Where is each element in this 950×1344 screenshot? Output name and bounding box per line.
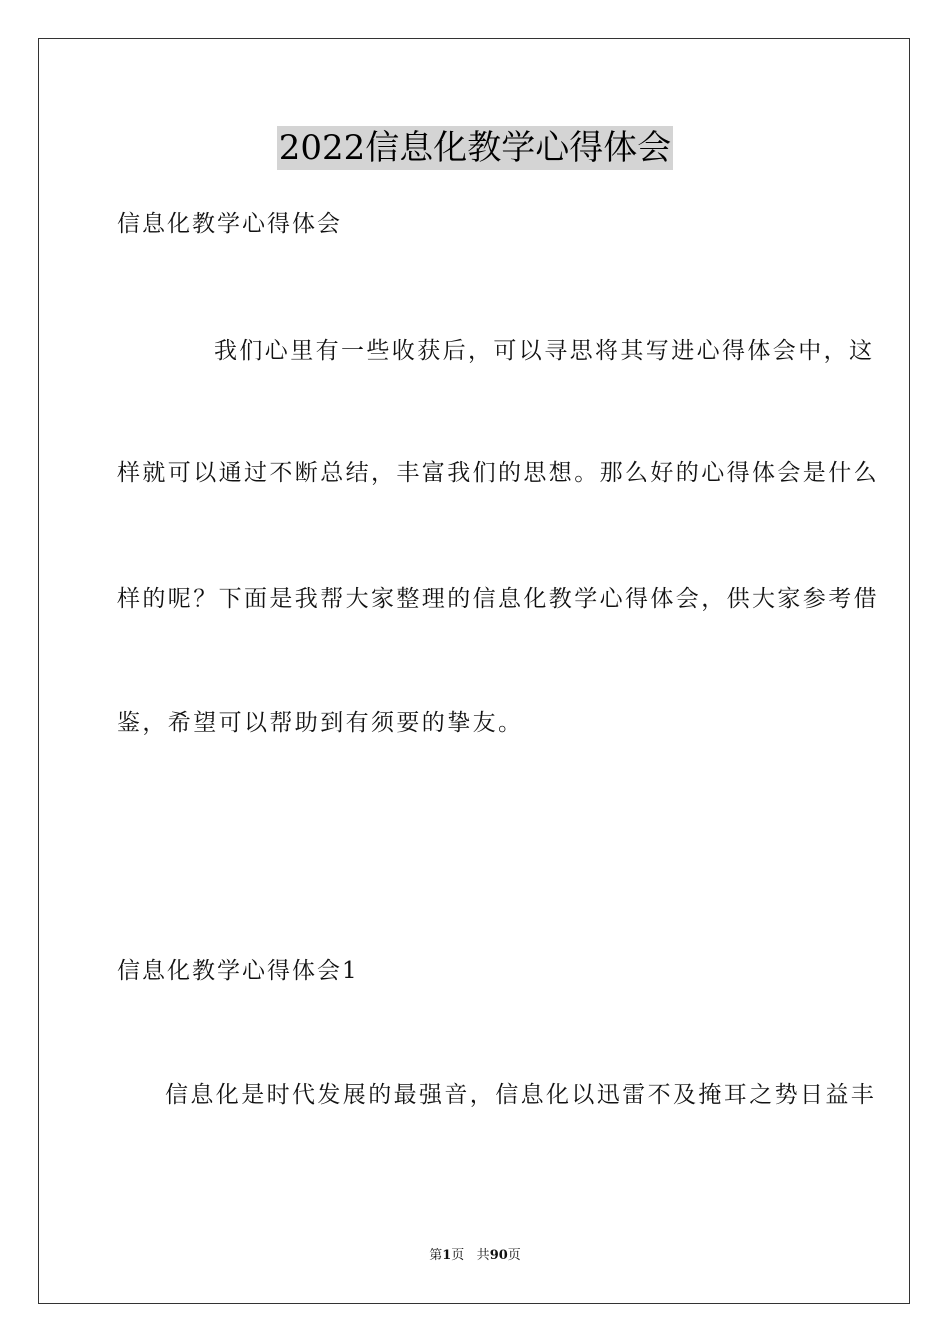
section-line-1: 信息化是时代发展的最强音，信息化以迅雷不及掩耳之势日益丰 [165,1082,877,1108]
footer-page-suffix: 页 [451,1248,465,1263]
paragraph-line-1: 我们心里有一些收获后，可以寻思将其写进心得体会中，这 [214,338,875,364]
footer-total-suffix: 页 [507,1248,521,1263]
paragraph-line-2: 样就可以通过不断总结，丰富我们的思想。那么好的心得体会是什么 [117,460,879,486]
footer-page-number: 1 [442,1248,452,1263]
footer-page-prefix: 第 [429,1248,443,1263]
document-title: 2022信息化教学心得体会 [278,128,672,168]
paragraph-line-4: 鉴，希望可以帮助到有须要的挚友。 [117,710,524,736]
paragraph-line-3: 样的呢？下面是我帮大家整理的信息化教学心得体会，供大家参考借 [117,586,879,612]
footer-total-pages: 90 [489,1248,508,1263]
footer-total-prefix: 共 [476,1248,490,1263]
intro-heading: 信息化教学心得体会 [117,211,342,237]
section-heading: 信息化教学心得体会1 [117,958,359,984]
page-footer [0,1247,950,1265]
title-container [0,126,950,170]
